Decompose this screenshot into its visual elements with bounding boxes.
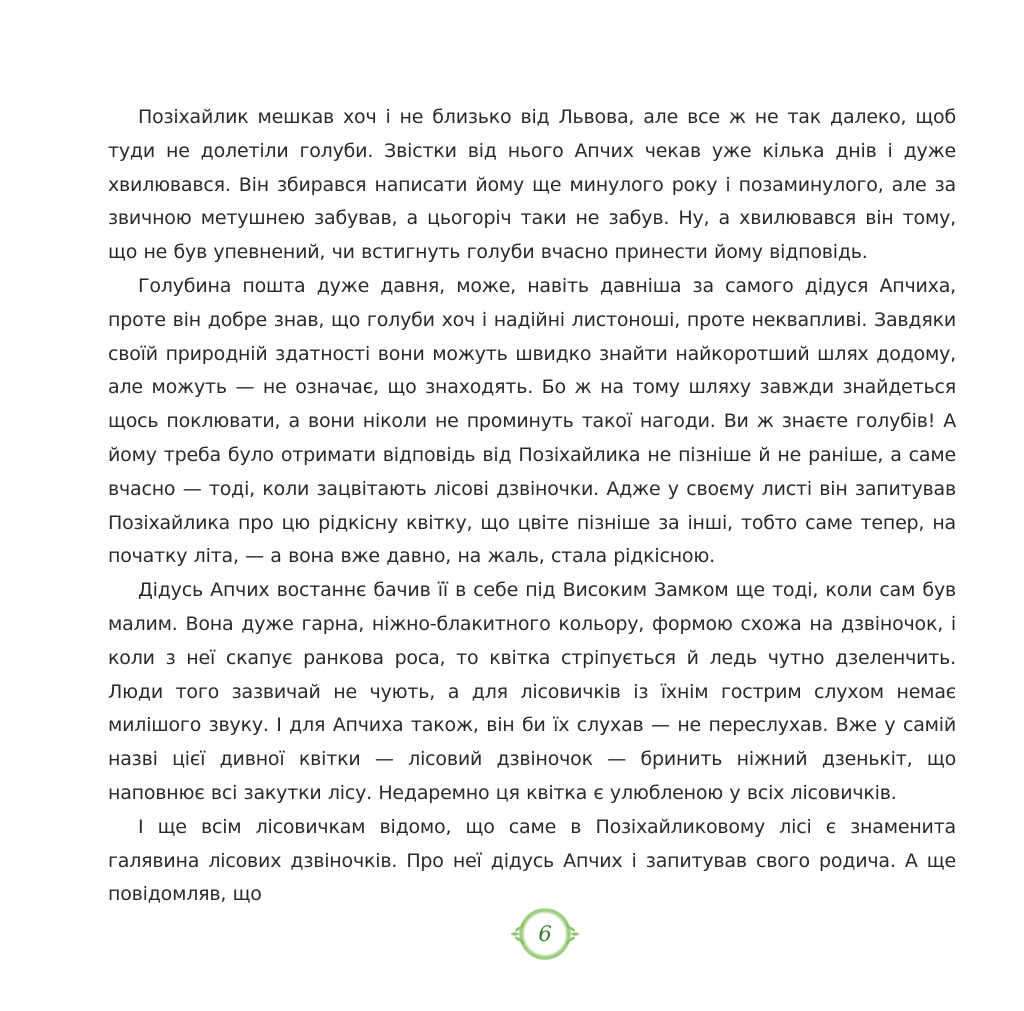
paragraph-4: І ще всім лісовичкам відомо, що саме в Позіхайликовому лісі є знаменита галявина лісових дзвіночків. Про неї дідусь Апчих і запитував свого родича. А ще повідомляв, що — [108, 815, 956, 906]
paragraph-2: Голубина пошта дуже давня, може, навіть давніша за самого дідуся Апчиха, проте він добре знав, що голуби хоч і надійні листоноші, проте неквапливі. Завдяки своїй природній здатності вони можуть швидко знайти найкоротший шлях додому, але можуть — не означає, що знаходять. Бо ж на тому шляху завжди знайдеться щось поклювати, а вони ніколи не проминуть такої нагоди. Ви ж знаєте голубів! А йому треба було отримати відповідь від Позіхайлика не пізніше й не раніше, а саме вчасно — тоді, коли зацвітають лісові дзвіночки. Адже у своєму листі він запитував Позіхайлика про цю рідкісну квітку, що цвіте пізніше за інші, тобто саме тепер, на початку літа, — а вона вже давно, на жаль, стала рідкісною. — [108, 274, 956, 568]
page-number-badge — [509, 898, 581, 970]
page-number: 6 — [538, 922, 552, 946]
paragraph-3: Дідусь Апчих востаннє бачив її в себе під Високим Замком ще тоді, коли сам був малим. Вона дуже гарна, ніжно-блакитного кольору, формою схожа на дзвіночок, і коли з неї скапує ранкова роса, то квітка стріпується й ледь чутно дзеленчить. Люди того зазвичай не чують, а для лісовичків із їхнім гострим слухом немає милішого звуку. І для Апчиха також, він би їх слухав — не переслухав. Вже у самій назві цієї дивної квітки — лісовий дзвіночок — бринить ніжний дзенькіт, що наповнює всі закутки лісу. Недаремно ця квітка є улюбленою у всіх лісовичків. — [108, 579, 956, 804]
body-text — [108, 101, 956, 912]
paragraph-1: Позіхайлик мешкав хоч і не близько від Львова, але все ж не так далеко, щоб туди не долетіли голуби. Звістки від нього Апчих чекав уже кілька днів і дуже хвилювався. Він збирався написати йому ще минулого року і позаминулого, але за звичною метушнею забував, а цьогоріч таки не забув. Ну, а хвилювався він тому, що не був упевнений, чи встигнуть голуби вчасно принести йому відповідь. — [108, 106, 956, 264]
